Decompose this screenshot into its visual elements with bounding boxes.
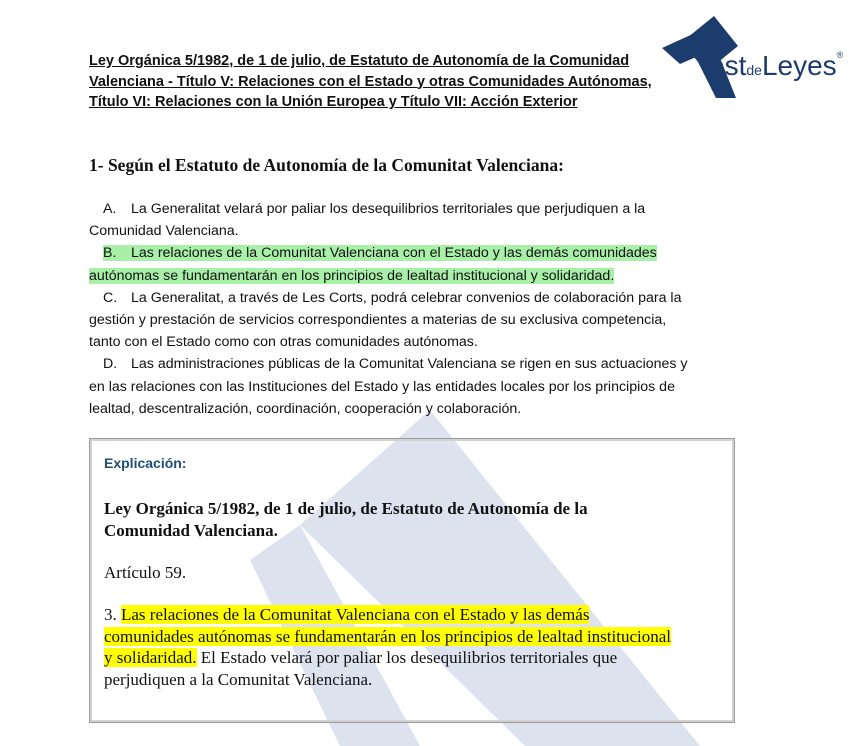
option-b bbox=[89, 242, 739, 286]
option-c bbox=[89, 287, 739, 354]
option-text: Las administraciones públicas de la Comunitat Valenciana se rigen en sus actuaciones y bbox=[131, 356, 688, 373]
document-title bbox=[89, 51, 669, 113]
law-title-line: Ley Orgánica 5/1982, de 1 de julio, de Estatuto de Autonomía de la bbox=[104, 499, 588, 518]
document-title-line: Ley Orgánica 5/1982, de 1 de julio, de Estatuto de Autonomía de la Comunidad bbox=[89, 53, 630, 69]
option-a bbox=[89, 198, 739, 242]
explanation-text bbox=[104, 604, 724, 690]
explanation-highlight: Las relaciones de la Comunitat Valenciana con el Estado y las demás bbox=[121, 605, 590, 624]
option-text: La Generalitat velará por paliar los desequilibrios territoriales que perjudiquen a la bbox=[131, 201, 646, 217]
question-heading: 1- Según el Estatuto de Autonomía de la Comunitat Valenciana: bbox=[89, 155, 564, 175]
option-text: Las relaciones de la Comunitat Valenciana con el Estado y las demás comunidades bbox=[131, 245, 657, 262]
option-text: lealtad, descentralización, coordinación, cooperación y colaboración. bbox=[89, 400, 522, 417]
options-list bbox=[89, 198, 739, 420]
paragraph-number: 3. bbox=[104, 605, 117, 624]
law-title-line: Comunidad Valenciana. bbox=[104, 520, 278, 540]
explanation-law-title bbox=[104, 498, 704, 541]
logo-suffix: Leyes bbox=[761, 50, 837, 81]
document-title-line: Valenciana - Título V: Relaciones con el Estado y otras Comunidades Autónomas, bbox=[89, 73, 652, 90]
option-text: autónomas se fundamentarán en los principios de lealtad institucional y solidaridad. bbox=[89, 267, 615, 284]
option-letter: A. bbox=[103, 201, 117, 217]
logo-middle: de bbox=[746, 62, 762, 78]
option-d bbox=[89, 353, 739, 420]
option-text: en las relaciones con las Instituciones del Estado y las entidades locales por los principios de bbox=[89, 378, 675, 395]
option-letter: D. bbox=[103, 356, 118, 373]
logo-registered: ® bbox=[836, 50, 844, 60]
option-text: tanto con el Estado como con otras comunidades autónomas. bbox=[89, 334, 478, 351]
explanation-highlight: comunidades autónomas se fundamentarán en los principios de lealtad institucional bbox=[104, 626, 671, 646]
logo-prefix: est bbox=[709, 50, 747, 81]
explanation-rest: perjudiquen a la Comunitat Valenciana. bbox=[104, 669, 373, 689]
explanation-rest: El Estado velará por paliar los desequilibrios territoriales que bbox=[200, 648, 618, 667]
option-text: Comunidad Valenciana. bbox=[89, 223, 239, 240]
option-letter: B. bbox=[103, 245, 117, 262]
option-text: gestión y prestación de servicios correspondientes a materias de su exclusiva competencia, bbox=[89, 312, 667, 329]
option-text: La Generalitat, a través de Les Corts, podrá celebrar convenios de colaboración para la bbox=[131, 289, 682, 306]
explanation-label: Explicación: bbox=[104, 455, 187, 471]
explanation-article: Artículo 59. bbox=[104, 563, 187, 582]
explanation-highlight: y solidaridad. bbox=[104, 648, 197, 667]
explanation-box bbox=[89, 438, 735, 723]
correct-answer-highlight bbox=[103, 245, 657, 261]
option-letter: C. bbox=[103, 289, 118, 306]
logo-wordmark bbox=[709, 50, 843, 82]
document-title-line: Título VI: Relaciones con la Unión Europea y Título VII: Acción Exterior bbox=[89, 94, 578, 110]
